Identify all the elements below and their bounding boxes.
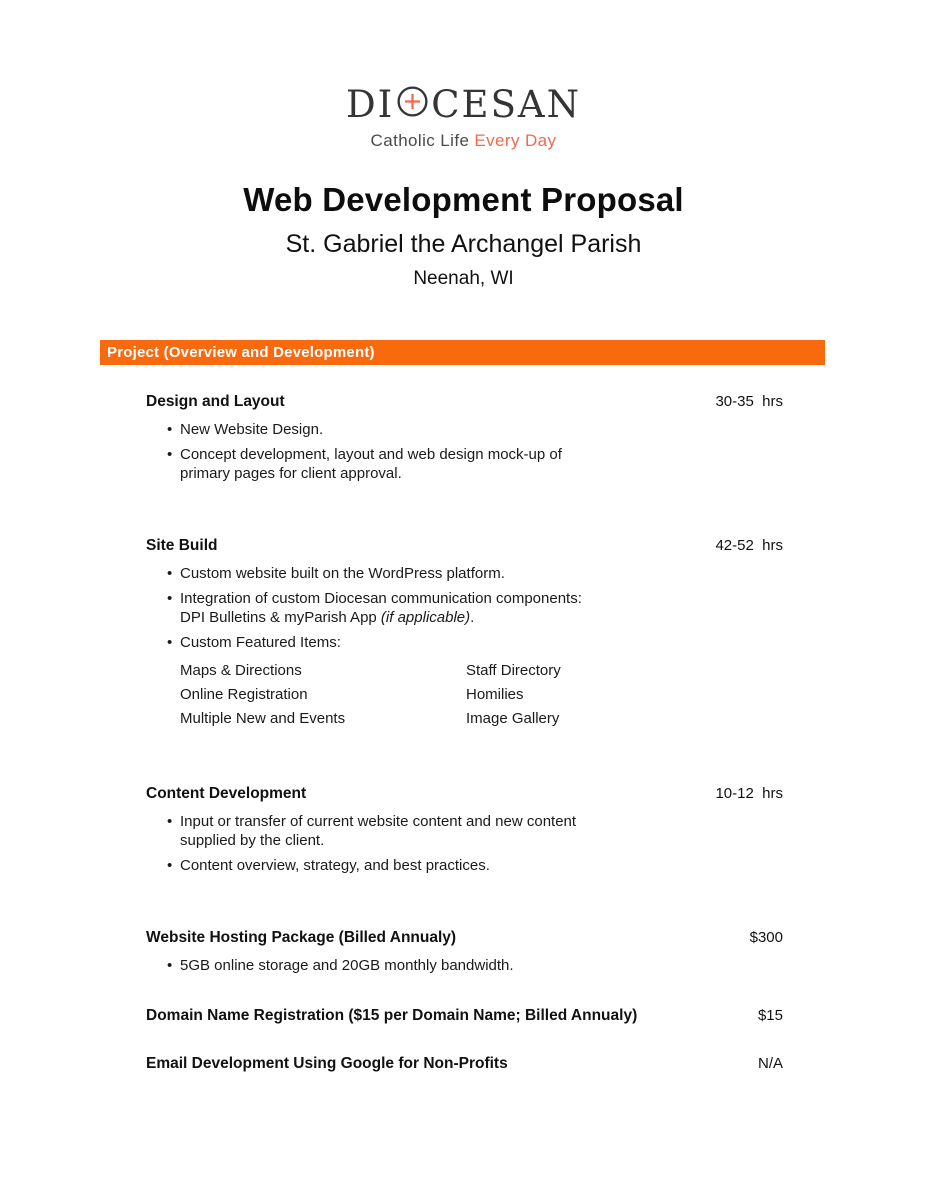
list-item: • New Website Design. xyxy=(146,420,626,439)
featured-items-grid xyxy=(180,659,783,731)
featured-item: Staff Directory xyxy=(466,661,561,679)
section-heading-row xyxy=(146,537,783,555)
tagline-accent: Every Day xyxy=(474,130,557,150)
logo-wordmark xyxy=(346,84,581,126)
list-item: • Content overview, strategy, and best practices. xyxy=(146,856,626,875)
featured-item: Online Registration xyxy=(180,685,308,703)
section-site-build xyxy=(146,537,783,731)
section-heading-row xyxy=(146,1055,783,1073)
bullet-list xyxy=(146,564,783,652)
list-item: • Input or transfer of current website content and new content supplied by the client. xyxy=(146,812,626,850)
page-title: Web Development Proposal xyxy=(243,180,684,218)
featured-item: Maps & Directions xyxy=(180,661,302,679)
featured-item: Multiple New and Events xyxy=(180,709,346,727)
featured-item: Image Gallery xyxy=(466,709,560,727)
section-price: N/A xyxy=(757,1054,783,1072)
featured-column-1 xyxy=(180,659,466,731)
section-hours: 42-52 hrs xyxy=(715,536,783,554)
section-heading-row xyxy=(146,393,783,411)
section-domain-registration xyxy=(146,1007,783,1025)
section-hosting-package xyxy=(146,929,783,975)
section-price: $15 xyxy=(757,1006,783,1024)
sections-container xyxy=(146,393,783,1073)
cross-in-o-icon xyxy=(396,85,429,127)
section-title: Design and Layout xyxy=(146,392,285,410)
section-heading-row xyxy=(146,929,783,947)
parish-location: Neenah, WI xyxy=(413,267,514,289)
parish-name: St. Gabriel the Archangel Parish xyxy=(285,229,642,258)
section-heading-row xyxy=(146,1007,783,1025)
section-price: $300 xyxy=(749,928,783,946)
bullet-list xyxy=(146,956,783,975)
section-content-development xyxy=(146,785,783,875)
bullet-list xyxy=(146,420,783,483)
section-header-bar: Project (Overview and Development) xyxy=(100,340,825,365)
bullet-list xyxy=(146,812,783,875)
section-design-and-layout xyxy=(146,393,783,483)
logo-tagline xyxy=(0,131,927,151)
list-item: • Integration of custom Diocesan communication components: DPI Bulletins & myParish App (if applicable). xyxy=(146,589,626,627)
logo-word-end: CESAN xyxy=(431,82,582,126)
featured-column-2 xyxy=(466,659,752,731)
list-item: • Custom Featured Items: xyxy=(146,633,626,652)
list-item: • Custom website built on the WordPress platform. xyxy=(146,564,626,583)
list-item: • Concept development, layout and web design mock-up of primary pages for client approval. xyxy=(146,445,626,483)
section-title: Website Hosting Package (Billed Annualy) xyxy=(146,928,457,946)
tagline-dark: Catholic Life xyxy=(370,130,475,150)
section-email-development xyxy=(146,1055,783,1073)
section-title: Site Build xyxy=(146,536,218,554)
logo-word-start: DI xyxy=(345,82,395,126)
section-heading-row xyxy=(146,785,783,803)
featured-item: Homilies xyxy=(466,685,524,703)
section-title: Domain Name Registration ($15 per Domain Name; Billed Annualy) xyxy=(146,1006,638,1024)
section-hours: 30-35 hrs xyxy=(715,392,783,410)
section-title: Email Development Using Google for Non-Profits xyxy=(146,1054,508,1072)
diocesan-logo xyxy=(0,84,927,151)
section-title: Content Development xyxy=(146,784,307,802)
list-item: • 5GB online storage and 20GB monthly bandwidth. xyxy=(146,956,626,975)
section-hours: 10-12 hrs xyxy=(715,784,783,802)
